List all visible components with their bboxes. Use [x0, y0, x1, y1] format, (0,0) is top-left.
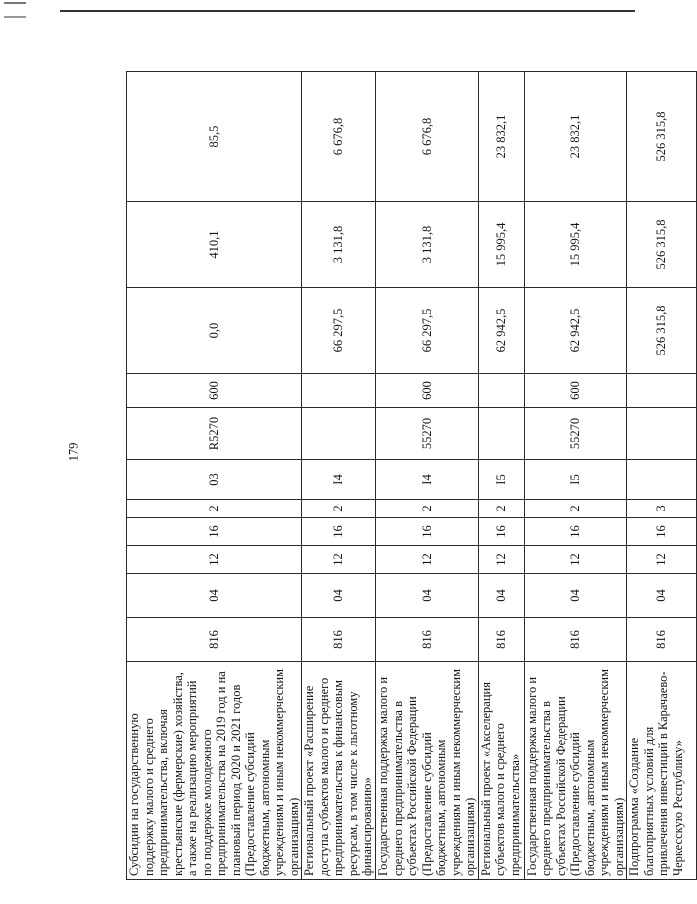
direction-code [627, 408, 697, 460]
expense-type-code [627, 374, 697, 408]
sum-1: 0,0 [127, 288, 302, 374]
direction-code: R5270 [127, 408, 302, 460]
sum-3: 85,5 [127, 72, 302, 202]
sum-2: 15 995,4 [478, 202, 524, 288]
program-code: 16 [302, 518, 376, 546]
subsection-code: 12 [376, 546, 479, 574]
ministry-code: 816 [524, 618, 627, 662]
event-code: 03 [127, 460, 302, 500]
section-code: 04 [627, 574, 697, 618]
event-code [627, 460, 697, 500]
subprogram-code: 2 [478, 500, 524, 518]
expense-type-code: 600 [127, 374, 302, 408]
subsection-code: 12 [524, 546, 627, 574]
subprogram-code: 2 [524, 500, 627, 518]
program-code: 16 [127, 518, 302, 546]
section-code: 04 [524, 574, 627, 618]
program-code: 16 [524, 518, 627, 546]
row-name: Региональный проект «Расширение доступа субъектов малого и среднего предпринимательства к финансовым ресурсам, в том числе к льготному финансированию» [302, 662, 376, 880]
sum-1: 526 315,8 [627, 288, 697, 374]
sum-2: 526 315,8 [627, 202, 697, 288]
expense-type-code: 600 [376, 374, 479, 408]
event-code: I4 [376, 460, 479, 500]
section-code: 04 [302, 574, 376, 618]
sum-3: 526 315,8 [627, 72, 697, 202]
ministry-code: 816 [127, 618, 302, 662]
scan-edge-mark [4, 2, 26, 18]
table-row [478, 72, 524, 880]
sum-1: 66 297,5 [302, 288, 376, 374]
program-code: 16 [376, 518, 479, 546]
subprogram-code: 2 [302, 500, 376, 518]
section-code: 04 [376, 574, 479, 618]
sum-2: 3 131,8 [302, 202, 376, 288]
direction-code: 55270 [376, 408, 479, 460]
ministry-code: 816 [376, 618, 479, 662]
row-name: Государственная поддержка малого и среднего предпринимательства в субъектах Российской Федерации (Предоставление субсидий бюджетным, автономным учреждениям и иным некоммерческим организациям) [376, 662, 479, 880]
event-code: I4 [302, 460, 376, 500]
sum-3: 23 832,1 [478, 72, 524, 202]
sum-1: 62 942,5 [478, 288, 524, 374]
subprogram-code: 2 [376, 500, 479, 518]
row-name: Подпрограмма «Создание благоприятных условий для привлечения инвестиций в Карачаево-Черкесскую Республику» [627, 662, 697, 880]
event-code: I5 [478, 460, 524, 500]
direction-code: 55270 [524, 408, 627, 460]
table-row [524, 72, 627, 880]
program-code: 16 [627, 518, 697, 546]
ministry-code: 816 [627, 618, 697, 662]
sum-3: 6 676,8 [302, 72, 376, 202]
event-code: I5 [524, 460, 627, 500]
table-row [627, 72, 697, 880]
table-row [376, 72, 479, 880]
sum-2: 15 995,4 [524, 202, 627, 288]
row-name: Региональный проект «Акселерация субъектов малого и среднего предпринимательства» [478, 662, 524, 880]
expense-type-code [302, 374, 376, 408]
subsection-code: 12 [127, 546, 302, 574]
sum-2: 410,1 [127, 202, 302, 288]
table-row [302, 72, 376, 880]
sum-3: 23 832,1 [524, 72, 627, 202]
subsection-code: 12 [302, 546, 376, 574]
expense-type-code: 600 [524, 374, 627, 408]
ministry-code: 816 [478, 618, 524, 662]
ministry-code: 816 [302, 618, 376, 662]
program-code: 16 [478, 518, 524, 546]
subprogram-code: 2 [127, 500, 302, 518]
page-number: 179 [66, 442, 81, 462]
sum-1: 66 297,5 [376, 288, 479, 374]
section-code: 04 [478, 574, 524, 618]
subprogram-code: 3 [627, 500, 697, 518]
sum-3: 6 676,8 [376, 72, 479, 202]
subsection-code: 12 [478, 546, 524, 574]
sum-2: 3 131,8 [376, 202, 479, 288]
table-row [127, 72, 302, 880]
direction-code [478, 408, 524, 460]
row-name: Государственная поддержка малого и среднего предпринимательства в субъектах Российской Федерации (Предоставление субсидий бюджетным, автономным учреждениям и иным некоммерческим организациям) [524, 662, 627, 880]
row-name: Субсидии на государственную поддержку малого и среднего предпринимательства, включая крестьянские (фермерские) хозяйства, а также на реализацию мероприятий по поддержке молодежного предпринимательства на 2019 год и на плановый период 2020 и 2021 годов (Предоставление субсидий бюджетным, автономным учреждениям и иным некоммерческим организациям) [127, 662, 302, 880]
direction-code [302, 408, 376, 460]
section-code: 04 [127, 574, 302, 618]
top-rule [60, 10, 635, 12]
expense-type-code [478, 374, 524, 408]
rotated-table-container [126, 72, 685, 880]
subsection-code: 12 [627, 546, 697, 574]
sum-1: 62 942,5 [524, 288, 627, 374]
budget-table [126, 71, 697, 880]
